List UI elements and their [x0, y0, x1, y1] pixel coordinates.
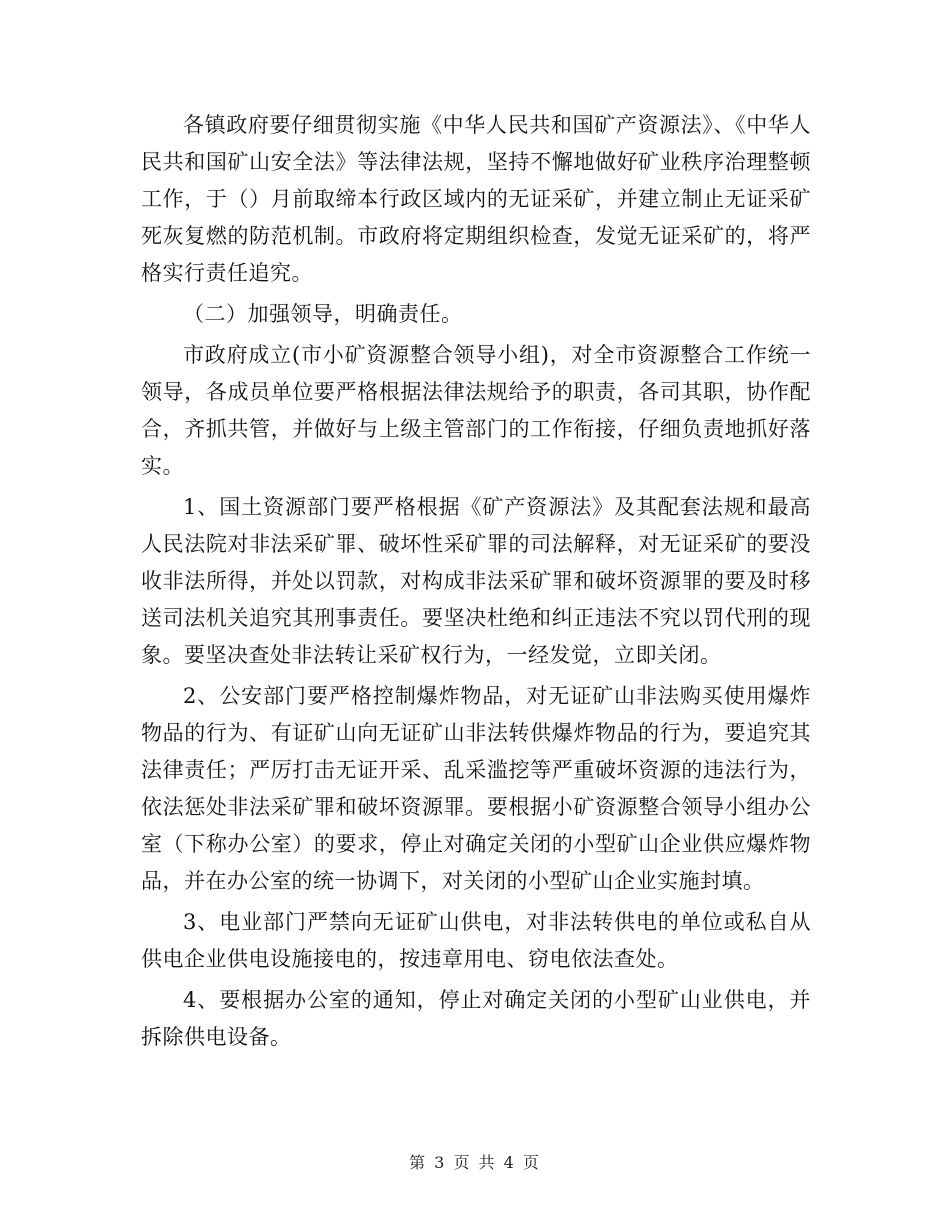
document-body: [141, 107, 811, 1060]
paragraph-4: 1、国土资源部门要严格根据《矿产资源法》及其配套法规和最高人民法院对非法采矿罪、破坏性采矿罪的司法解释，对无证采矿的要没收非法所得，并处以罚款，对构成非法采矿罪和破坏资源罪的要及时移送司法机关追究其刑事责任。要坚决杜绝和纠正违法不究以罚代刑的现象。要坚决查处非法转让采矿权行为，一经发觉，立即关闭。: [141, 495, 811, 667]
page-number-footer: 第 3 页 共 4 页: [409, 1153, 541, 1172]
paragraph-7: 4、要根据办公室的通知，停止对确定关闭的小型矿山业供电，并拆除供电设备。: [141, 988, 811, 1049]
paragraph-6: 3、电业部门严禁向无证矿山供电，对非法转供电的单位或私自从供电企业供电设施接电的，按违章用电、窃电依法查处。: [141, 910, 811, 971]
paragraph-5: 2、公安部门要严格控制爆炸物品，对无证矿山非法购买使用爆炸物品的行为、有证矿山向无证矿山非法转供爆炸物品的行为，要追究其法律责任；严厉打击无证开采、乱采滥挖等严重破坏资源的违法行为，依法惩处非法采矿罪和破坏资源罪。要根据小矿资源整合领导小组办公室（下称办公室）的要求，停止对确定关闭的小型矿山企业供应爆炸物品，并在办公室的统一协调下，对关闭的小型矿山企业实施封填。: [141, 684, 811, 893]
paragraph-2-heading: （二）加强领导，明确责任。: [183, 302, 463, 326]
paragraph-3: 市政府成立(市小矿资源整合领导小组)，对全市资源整合工作统一领导，各成员单位要严格根据法律法规给予的职责，各司其职，协作配合，齐抓共管，并做好与上级主管部门的工作衔接，仔细负责地抓好落实。: [141, 343, 811, 478]
paragraph-1: 各镇政府要仔细贯彻实施《中华人民共和国矿产资源法》、《中华人民共和国矿山安全法》等法律法规，坚持不懈地做好矿业秩序治理整顿工作，于（）月前取缔本行政区域内的无证采矿，并建立制止无证采矿死灰复燃的防范机制。市政府将定期组织检查，发觉无证采矿的，将严格实行责任追究。: [141, 113, 811, 285]
